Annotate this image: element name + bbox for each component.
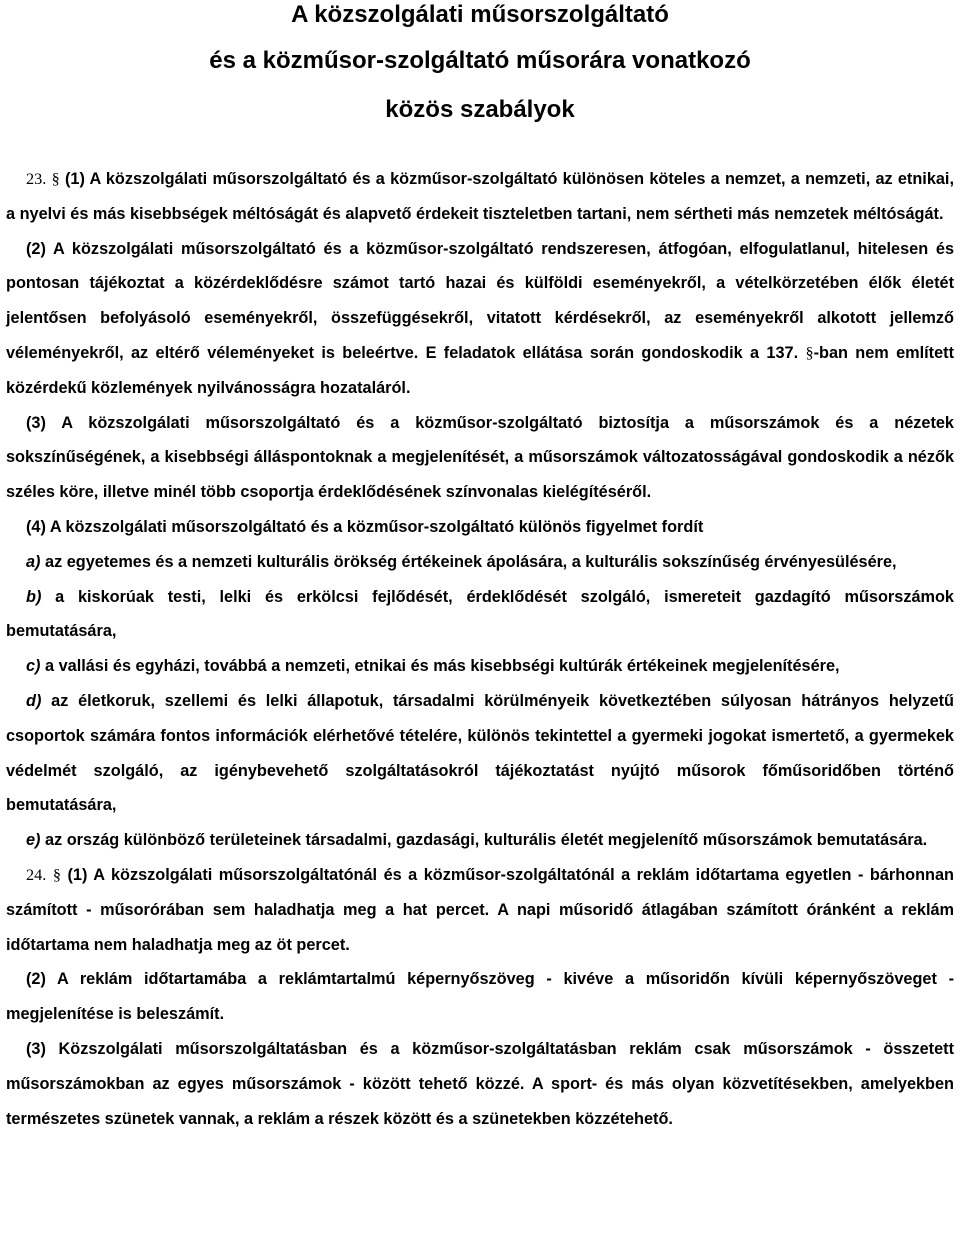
list-item-b-text: a kiskorúak testi, lelki és erkölcsi fejlődését, érdeklődését szolgáló, ismereteit gazdagító műsorszámok bemutatására, [6,587,954,641]
section-23-symbol: § [51,169,60,188]
list-item-d-letter: d) [26,691,42,710]
list-item-d-text: az életkoruk, szellemi és lelki állapotuk, társadalmi körülményeik következtében súlyosan hátrányos helyzetű csoportok számára fontos információk elérhetővé tételére, különös tekintettel a gyermeki jogokat ismertető, a gyermekek védelmét szolgáló, az igénybevehető szolgáltatásokról tájékoztatást nyújtó műsorok főműsoridőben történő bemutatására, [6,691,954,815]
section-24-symbol: § [52,864,61,884]
list-item-e-text: az ország különböző területeinek társadalmi, gazdasági, kulturális életét megjelenítő műsorszámok bemutatására. [40,831,928,850]
list-item-c-text: a vallási és egyházi, továbbá a nemzeti, etnikai és más kisebbségi kultúrák értékeinek megjelenítésére, [40,657,840,676]
section-24-paragraph-2: (2) A reklám időtartamába a reklámtartalmú képernyőszöveg - kivéve a műsoridőn kívüli képernyőszöveget - megjelenítése is beleszámít. [6,970,954,1024]
section-23-p2-text-a: (2) A közszolgálati műsorszolgáltató és a közműsor-szolgáltató rendszeresen, átfogóan, elfogulatlanul, hitelesen és pontosan tájékoztat a közérdeklődésre számot tartó hazai és külföldi eseményekről, a vételkörzetében élők életét jelentősen befolyásoló eseményekről, összefüggésekről, vitatott kérdésekről, az eseményekről alkotott jellemző véleményekről, az eltérő véleményeket is beleértve. E feladatok ellátása során gondoskodik a 137. [6,239,954,362]
section-symbol-inline: § [805,342,814,362]
section-24-p1-text: (1) A közszolgálati műsorszolgáltatónál és a közműsor-szolgáltatónál a reklám időtartama egyetlen - bárhonnan számított - műsorórában sem haladhatja meg a hat percet. A napi műsoridő átlagában számított óránként a reklám időtartama nem haladhatja meg az öt percet. [6,865,954,954]
document-body [6,162,954,1136]
section-23-paragraph-4: (4) A közszolgálati műsorszolgáltató és a közműsor-szolgáltató különös figyelmet fordít [26,517,704,536]
list-item-a-letter: a) [26,552,41,571]
section-24-number: 24. [26,864,47,884]
section-23-p2-text-b: -ban nem említett közérdekű közlemények nyilvánosságra hozataláról. [6,343,954,397]
list-item-e-letter: e) [26,831,41,850]
list-item-e [6,823,954,858]
section-23-p1-text: (1) A közszolgálati műsorszolgáltató és a közműsor-szolgáltató különösen köteles a nemzet, a nemzeti, az etnikai, a nyelvi és más kisebbségek méltóságát és alapvető érdekeit tiszteletben tartani, nem sértheti más nemzetek méltóságát. [6,170,954,223]
list-item-b [6,580,954,650]
list-item-a [6,545,954,580]
list-item-c-letter: c) [26,657,41,676]
list-item-d [6,684,954,823]
title-line-2: és a közműsor-szolgáltató műsorára vonatkozó [209,47,751,74]
section-23-paragraph-2 [6,232,954,406]
section-23-paragraph-1 [6,162,954,232]
title-line-3: közös szabályok [385,96,575,123]
section-23-paragraph-3: (3) A közszolgálati műsorszolgáltató és a közműsor-szolgáltató biztosítja a műsorszámok és a nézetek sokszínűségének, a kisebbségi álláspontoknak a megjelenítését, a műsorszámok változatosságával gondoskodik a nézők széles köre, illetve minél több csoportja érdeklődésének színvonalas kielégítéséről. [6,413,954,502]
list-item-b-letter: b) [26,587,42,606]
section-23-number: 23. [26,169,47,188]
section-24-paragraph-3: (3) Közszolgálati műsorszolgáltatásban és a közműsor-szolgáltatásban reklám csak műsorszámok - összetett műsorszámokban az egyes műsorszámok - között tehető közzé. A sport- és más olyan közvetítésekben, amelyekben természetes szünetek vannak, a reklám a részek között és a szünetekben közzétehető. [6,1039,954,1128]
title-line-1: A közszolgálati műsorszolgáltató [291,1,669,28]
section-24-paragraph-1 [6,858,954,962]
list-item-c [6,649,954,684]
list-item-a-text: az egyetemes és a nemzeti kulturális örökség értékeinek ápolására, a kulturális sokszínűség érvényesülésére, [40,552,897,571]
